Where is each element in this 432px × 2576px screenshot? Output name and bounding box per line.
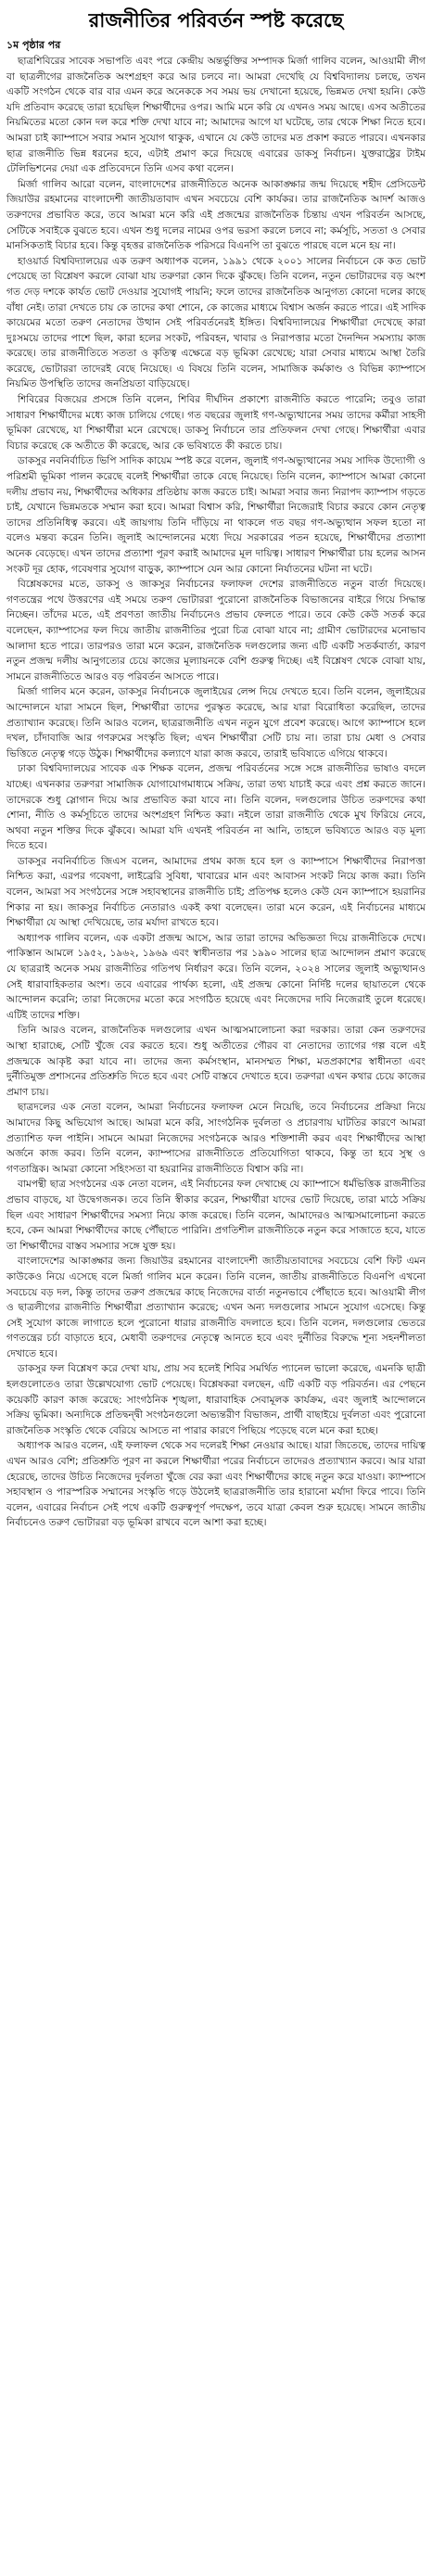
paragraph: মির্জা গালিব আরো বলেন, বাংলাদেশের রাজনীতিতে অনেক আকাঙ্ক্ষার জন্ম দিয়েছে শহীদ প্রেসিডেন্ট জিয়াউর রহমানের বাংলাদেশী জাতীয়তাবাদ এখন সবচেয়ে বেশি কার্যকর। তার রাজনৈতিক আদর্শ আজও তরুণদের প্রভাবিত করে, তবে আমরা মনে করি এই প্রজন্মের রাজনৈতিক চিন্তায় এখন পরিবর্তন আসছে, সেটিকে সবাইকে বুঝতে হবে। এখন শুধু দলের নামের ওপর ভরসা করলে চলবে না; কর্মসূচি, সততা ও সেবার মানসিকতাই বিচার হবে। কিন্তু বৃহত্তর রাজনৈতিক পরিসরে বিএনপি তা বুঝতে পারছে বলে মনে হয় না। <box>6 178 426 252</box>
paragraph: ডাকসুর ফল বিশ্লেষণ করে দেখা যায়, প্রায় সব হলেই শিবির সমর্থিত প্যানেল ভালো করেছে, এমনকি ছাত্রী হলগুলোতেও তারা উল্লেখযোগ্য ভোট পেয়েছে। বিশ্লেষকরা বলছেন, এটি একটি বড় পরিবর্তন। এর পেছনে কয়েকটি কারণ কাজ করেছে: সাংগঠনিক শৃঙ্খলা, ধারাবাহিক সেবামূলক কার্যক্রম, এবং জুলাই আন্দোলনে সক্রিয় ভূমিকা। অন্যদিকে প্রতিদ্বন্দ্বী সংগঠনগুলো অভ্যন্তরীণ বিভাজন, প্রার্থী বাছাইয়ে দুর্বলতা এবং পুরোনো রাজনৈতিক সংস্কৃতি থেকে বেরিয়ে আসতে না পারার কারণে পিছিয়ে পড়েছে বলে মনে করা হচ্ছে। <box>6 1363 426 1436</box>
article-body <box>6 54 426 1531</box>
paragraph: বিশ্লেষকদের মতে, ডাকসু ও জাকসুর নির্বাচনের ফলাফল দেশের রাজনীতিতে নতুন বার্তা দিয়েছে। গণতন্ত্রের পথে উত্তরণের এই সময়ে তরুণ ভোটাররা পুরোনো রাজনৈতিক বিভাজনের বাইরে গিয়ে সিদ্ধান্ত নিচ্ছেন। তাঁদের মতে, এই প্রবণতা জাতীয় নির্বাচনেও প্রভাব ফেলতে পারে। তবে কেউ কেউ সতর্ক করে বলেছেন, ক্যাম্পাসের ফল দিয়ে জাতীয় রাজনীতির পুরো চিত্র বোঝা যাবে না; গ্রামীণ ভোটারদের মনোভাব আলাদা হতে পারে। তারপরও তারা মনে করেন, রাজনৈতিক দলগুলোর জন্য এটি একটি সতর্কবার্তা, কারণ নতুন প্রজন্ম দলীয় আনুগত্যের চেয়ে কাজের মূল্যায়নকে বেশি গুরুত্ব দিচ্ছে। এই বিশ্লেষণ থেকে বোঝা যায়, সামনে রাজনীতিতে আরও বড় পরিবর্তন আসতে পারে। <box>6 579 426 682</box>
paragraph: অধ্যাপক আরও বলেন, এই ফলাফল থেকে সব দলেরই শিক্ষা নেওয়ার আছে। যারা জিতেছে, তাদের দায়িত্ব এখন আরও বেশি; প্রতিশ্রুতি পূরণ না করলে শিক্ষার্থীরা পরের নির্বাচনে তাদেরও প্রত্যাখ্যান করবে। আর যারা হেরেছে, তাদের উচিত নিজেদের দুর্বলতা খুঁজে বের করা এবং শিক্ষার্থীদের কাছে নতুন করে যাওয়া। ক্যাম্পাসে সহাবস্থান ও পারস্পরিক সম্মানের সংস্কৃতি গড়ে উঠলেই ছাত্ররাজনীতি তার হারানো মর্যাদা ফিরে পাবে। তিনি বলেন, এবারের নির্বাচন সেই পথে একটি গুরুত্বপূর্ণ পদক্ষেপ, তবে যাত্রা কেবল শুরু হয়েছে। সামনে জাতীয় নির্বাচনেও তরুণ ভোটাররা বড় ভূমিকা রাখবে বলে আশা করা হচ্ছে। <box>6 1440 426 1529</box>
continued-label: ১ম পৃষ্ঠার পর <box>6 39 61 51</box>
headline: রাজনীতির পরিবর্তন স্পষ্ট করেছে <box>88 9 344 32</box>
paragraph: ডাকসুর নবনির্বাচিত জিএস বলেন, আমাদের প্রথম কাজ হবে হল ও ক্যাম্পাসে শিক্ষার্থীদের নিরাপত্তা নিশ্চিত করা, এরপর গবেষণা, লাইব্রেরি সুবিধা, খাবারের মান এবং আবাসন সংকট নিয়ে কাজ করা। তিনি বলেন, আমরা সব সংগঠনের সঙ্গে সহাবস্থানের রাজনীতি চাই; প্রতিপক্ষ হলেও কেউ যেন ক্যাম্পাসে হয়রানির শিকার না হয়। জাকসুর নির্বাচিত নেতারাও একই কথা বলেছেন। তারা মনে করেন, এই নির্বাচনের মাধ্যমে শিক্ষার্থীরা যে আস্থা দেখিয়েছে, তার মর্যাদা রাখতে হবে। <box>6 855 426 929</box>
paragraph: ছাত্রদলের এক নেতা বলেন, আমরা নির্বাচনের ফলাফল মেনে নিয়েছি, তবে নির্বাচনের প্রক্রিয়া নিয়ে আমাদের কিছু অভিযোগ আছে। আমরা মনে করি, সাংগঠনিক দুর্বলতা ও প্রচারণায় ঘাটতির কারণে আমরা প্রত্যাশিত ফল পাইনি। সামনে আমরা নিজেদের সংগঠনকে আরও শক্তিশালী করব এবং শিক্ষার্থীদের আস্থা অর্জনে কাজ করব। তিনি বলেন, ক্যাম্পাসের রাজনীতিতে প্রতিযোগিতা থাকবে, কিন্তু তা হবে সুস্থ ও গণতান্ত্রিক। আমরা কোনো সহিংসতা বা হয়রানির রাজনীতিতে বিশ্বাস করি না। <box>6 1102 426 1175</box>
paragraph: শিবিরের বিজয়ের প্রসঙ্গে তিনি বলেন, শিবির দীর্ঘদিন প্রকাশ্যে রাজনীতি করতে পারেনি; তবুও তারা সাধারণ শিক্ষার্থীদের মধ্যে কাজ চালিয়ে গেছে। গত বছরের জুলাই গণ-অভ্যুত্থানের সময় তাদের কর্মীরা সাহসী ভূমিকা রেখেছে, যা শিক্ষার্থীরা মনে রেখেছে। ডাকসু নির্বাচনে তার প্রতিফলন দেখা গেছে। শিক্ষার্থীরা এবার বিচার করেছে কে অতীতে কী করেছে, আর কে ভবিষ্যতে কী করতে চায়। <box>6 394 426 452</box>
paragraph: মির্জা গালিব মনে করেন, ডাকসুর নির্বাচনকে জুলাইয়ের লেন্স দিয়ে দেখতে হবে। তিনি বলেন, জুলাইয়ের আন্দোলনে যারা সামনে ছিল, শিক্ষার্থীরা তাদের পুরস্কৃত করেছে, আর যারা বিরোধিতা করেছিল, তাদের প্রত্যাখ্যান করেছে। তিনি আরও বলেন, ছাত্ররাজনীতি এখন নতুন যুগে প্রবেশ করেছে। আগে ক্যাম্পাসে হলে দখল, চাঁদাবাজি আর গণরুমের সংস্কৃতি ছিল; এখন শিক্ষার্থীরা সেটি চায় না। তারা চায় মেধা ও সেবার ভিত্তিতে নেতৃত্ব গড়ে উঠুক। শিক্ষার্থীদের কল্যাণে যারা কাজ করবে, তারাই ভবিষ্যতে এগিয়ে থাকবে। <box>6 686 426 759</box>
paragraph: হাওয়ার্ড বিশ্ববিদ্যালয়ের এক তরুণ অধ্যাপক বলেন, ১৯৯১ থেকে ২০০১ সালের নির্বাচনে কে কত ভোট পেয়েছে তা বিশ্লেষণ করলে বোঝা যায় তরুণরা কোন দিকে ঝুঁকছে। তিনি বলেন, নতুন ভোটারদের বড় অংশ গত দেড় দশকে কার্যত ভোট দেওয়ার সুযোগই পায়নি; ফলে তাদের রাজনৈতিক আনুগত্য কোনো দলের কাছে বাঁধা নেই। তারা দেখতে চায় কে তাদের কথা শোনে, কে কাজের মাধ্যমে বিশ্বাস অর্জন করতে পারে। এই সাদিক কায়েমের মতো তরুণ নেতাদের উত্থান সেই পরিবর্তনেরই ইঙ্গিত। বিশ্ববিদ্যালয়ের শিক্ষার্থীরা দেখেছে কারা দুঃসময়ে তাদের পাশে ছিল, কারা হলের সংকট, পরিবহন, খাবার ও নিরাপত্তার মতো দৈনন্দিন সমস্যায় কাজ করেছে। তার রাজনীতিতে সততা ও কৃতিত্ব এক্ষেত্রে বড় ভূমিকা রেখেছে; যারা সেবার মাধ্যমে আস্থা তৈরি করেছে, ভোটাররা তাদেরই বেছে নিয়েছে। এ বিষয়ে তিনি বলেন, সামাজিক কর্মকাণ্ড ও বিভিন্ন ক্যাম্পাসে নিয়মিত উপস্থিতি তাদের জনপ্রিয়তা বাড়িয়েছে। <box>6 255 426 390</box>
paragraph: অধ্যাপক গালিব বলেন, এক একটা প্রজন্ম আসে, আর তারা তাদের অভিজ্ঞতা দিয়ে রাজনীতিকে দেখে। পাকিস্তান আমলে ১৯৫২, ১৯৬২, ১৯৬৯ এবং স্বাধীনতার পর ১৯৯০ সালের ছাত্র আন্দোলন প্রমাণ করেছে যে ছাত্ররাই অনেক সময় রাজনীতির গতিপথ নির্ধারণ করে। তিনি বলেন, ২০২৪ সালের জুলাই অভ্যুত্থানও সেই ধারাবাহিকতার অংশ। তবে এবারের পার্থক্য হলো, এই প্রজন্ম কোনো নির্দিষ্ট দলের ছায়াতলে থেকে আন্দোলন করেনি; তারা নিজেদের মতো করে সংগঠিত হয়েছে এবং নিজেদের দাবি নিজেরাই তুলে ধরেছে। এটিই তাদের শক্তি। <box>6 932 426 1021</box>
paragraph: বাংলাদেশের আকাঙ্ক্ষার জন্য জিয়াউর রহমানের বাংলাদেশী জাতীয়তাবাদের সবচেয়ে বেশি ফিট এমন কাউকেও নিয়ে এসেছে বলে মির্জা গালিব মনে করেন। তিনি বলেন, জাতীয় রাজনীতিতে বিএনপি এখনো সবচেয়ে বড় দল, কিন্তু তাদের তরুণ প্রজন্মের কাছে নিজেদের বার্তা নতুনভাবে পৌঁছাতে হবে। আওয়ামী লীগ ও ছাত্রলীগের রাজনীতি শিক্ষার্থীরা প্রত্যাখ্যান করেছে; এখন অন্য দলগুলোর সামনে সুযোগ এসেছে। কিন্তু সেই সুযোগ কাজে লাগাতে হলে পুরোনো ধারার রাজনীতি বদলাতে হবে। তিনি বলেন, দলগুলোর ভেতরে গণতন্ত্রের চর্চা বাড়াতে হবে, মেধাবী তরুণদের নেতৃত্বে আনতে হবে এবং দুর্নীতির বিরুদ্ধে শূন্য সহনশীলতা দেখাতে হবে। <box>6 1256 426 1359</box>
paragraph: তিনি আরও বলেন, রাজনৈতিক দলগুলোর এখন আত্মসমালোচনা করা দরকার। তারা কেন তরুণদের আস্থা হারাচ্ছে, সেটি খুঁজে বের করতে হবে। শুধু অতীতের গৌরব বা নেতাদের ত্যাগের গল্প বলে এই প্রজন্মকে আকৃষ্ট করা যাবে না। তাদের জন্য কর্মসংস্থান, মানসম্মত শিক্ষা, মতপ্রকাশের স্বাধীনতা এবং দুর্নীতিমুক্ত প্রশাসনের প্রতিশ্রুতি দিতে হবে এবং সেটি বাস্তবে দেখাতে হবে। তরুণরা এখন কথার চেয়ে কাজের প্রমাণ চায়। <box>6 1025 426 1098</box>
paragraph: বামপন্থী ছাত্র সংগঠনের এক নেতা বলেন, এই নির্বাচনের ফল দেখাচ্ছে যে ক্যাম্পাসে ধর্মভিত্তিক রাজনীতির প্রভাব বাড়ছে, যা উদ্বেগজনক। তবে তিনি স্বীকার করেন, শিক্ষার্থীরা যাদের ভোট দিয়েছে, তারা মাঠে সক্রিয় ছিল এবং সাধারণ শিক্ষার্থীদের সমস্যা নিয়ে কাজ করেছে। তিনি বলেন, আমাদেরও আত্মসমালোচনা করতে হবে, কেন আমরা শিক্ষার্থীদের কাছে পৌঁছাতে পারিনি। প্রগতিশীল রাজনীতিকে নতুন করে সাজাতে হবে, যাতে তা শিক্ষার্থীদের বাস্তব সমস্যার সঙ্গে যুক্ত হয়। <box>6 1179 426 1252</box>
paragraph: ডাকসুর নবনির্বাচিত ভিপি সাদিক কায়েম স্পষ্ট করে বলেন, জুলাই গণ-অভ্যুত্থানের সময় সাদিক উদ্যোগী ও পরিশ্রমী ভূমিকা পালন করেছে বলেই শিক্ষার্থীরা তাকে বেছে নিয়েছে। তিনি বলেন, ক্যাম্পাসে আমরা কোনো দলীয় প্রভাব নয়, শিক্ষার্থীদের অধিকার প্রতিষ্ঠায় কাজ করতে চাই। আমরা সবার জন্য নিরাপদ ক্যাম্পাস গড়তে চাই, যেখানে ভিন্নমতকে সম্মান করা হবে। আমরা বিশ্বাস করি, শিক্ষার্থীরা নিজেরাই বিচার করবে কোন নেতৃত্ব তাদের প্রতিনিধিত্ব করবে। এই জায়গায় তিনি দাঁড়িয়ে না থাকলে গত বছর গণ-অভ্যুত্থান সফল হতো না বলেও মন্তব্য করেন তিনি। জুলাই আন্দোলনের মধ্যে দিয়ে সরকারের পতন হয়েছে, শিক্ষার্থীদের প্রত্যাশা অনেক বেড়েছে। এখন তাদের প্রত্যাশা পূরণ করাই আমাদের মূল দায়িত্ব। সাধারণ শিক্ষার্থীরা চায় হলের আসন সংকট দূর হোক, গবেষণার সুযোগ বাড়ুক, ক্যাম্পাসে যেন আর কোনো নির্যাতনের ঘটনা না ঘটে। <box>6 455 426 575</box>
paragraph: ছাত্রশিবিরের সাবেক সভাপতি এবং পরে কেন্দ্রীয় অন্তর্ভুক্তির সম্পাদক মির্জা গালিব বলেন, আওয়ামী লীগ বা ছাত্রলীগের রাজনৈতিক অংশগ্রহণ করে আর চলবে না। আমরা দেখেছি যে বিশ্ববিদ্যালয় চলছে, তখন একটি সংগঠন থেকে বার বার এমন করে অনেককে সব সময় ভয় দেখানো হয়েছে, ভিন্নমত দেখা হয়নি। কেউ যদি প্রতিবাদ করেছে তারা হয়েছিল শিক্ষার্থীদের ওপর। আমি মনে করি যে এখনও সময় আছে। এসব অতীতের নিয়মিতের মতো কোন দল করে শক্তি দেখা যাবে না; আমাদের আগে যা ঘটেছে, তার থেকে শিক্ষা নিতে হবে। আমরা চাই ক্যাম্পাসে সবার সমান সুযোগ থাকুক, এখানে যে কেউ তাদের মত প্রকাশ করতে পারবে। এখনকার ছাত্র রাজনীতি ভিন্ন ধরনের হবে, এটাই প্রমাণ করে দিয়েছে এবারের ডাকসু নির্বাচন। যুক্তরাষ্ট্রের টাইম টেলিভিশনের দেয়া এক প্রতিবেদনে তিনি এসব কথা বলেন। <box>6 56 426 175</box>
paragraph: ঢাকা বিশ্ববিদ্যালয়ের সাবেক এক শিক্ষক বলেন, প্রজন্ম পরিবর্তনের সঙ্গে সঙ্গে রাজনীতির ভাষাও বদলে যাচ্ছে। এখনকার তরুণরা সামাজিক যোগাযোগমাধ্যমে সক্রিয়, তারা তথ্য যাচাই করে এবং প্রশ্ন করতে জানে। তাদেরকে শুধু স্লোগান দিয়ে আর প্রভাবিত করা যাবে না। তিনি বলেন, দলগুলোর উচিত তরুণদের কথা শোনা, নীতি ও কর্মসূচিতে তাদের অংশগ্রহণ নিশ্চিত করা। নইলে তারা রাজনীতি থেকে মুখ ফিরিয়ে নেবে, অথবা নতুন শক্তির দিকে ঝুঁকবে। আমরা যদি এখনই পরিবর্তন না আনি, তাহলে ভবিষ্যতে আরও বড় মূল্য দিতে হবে। <box>6 763 426 852</box>
